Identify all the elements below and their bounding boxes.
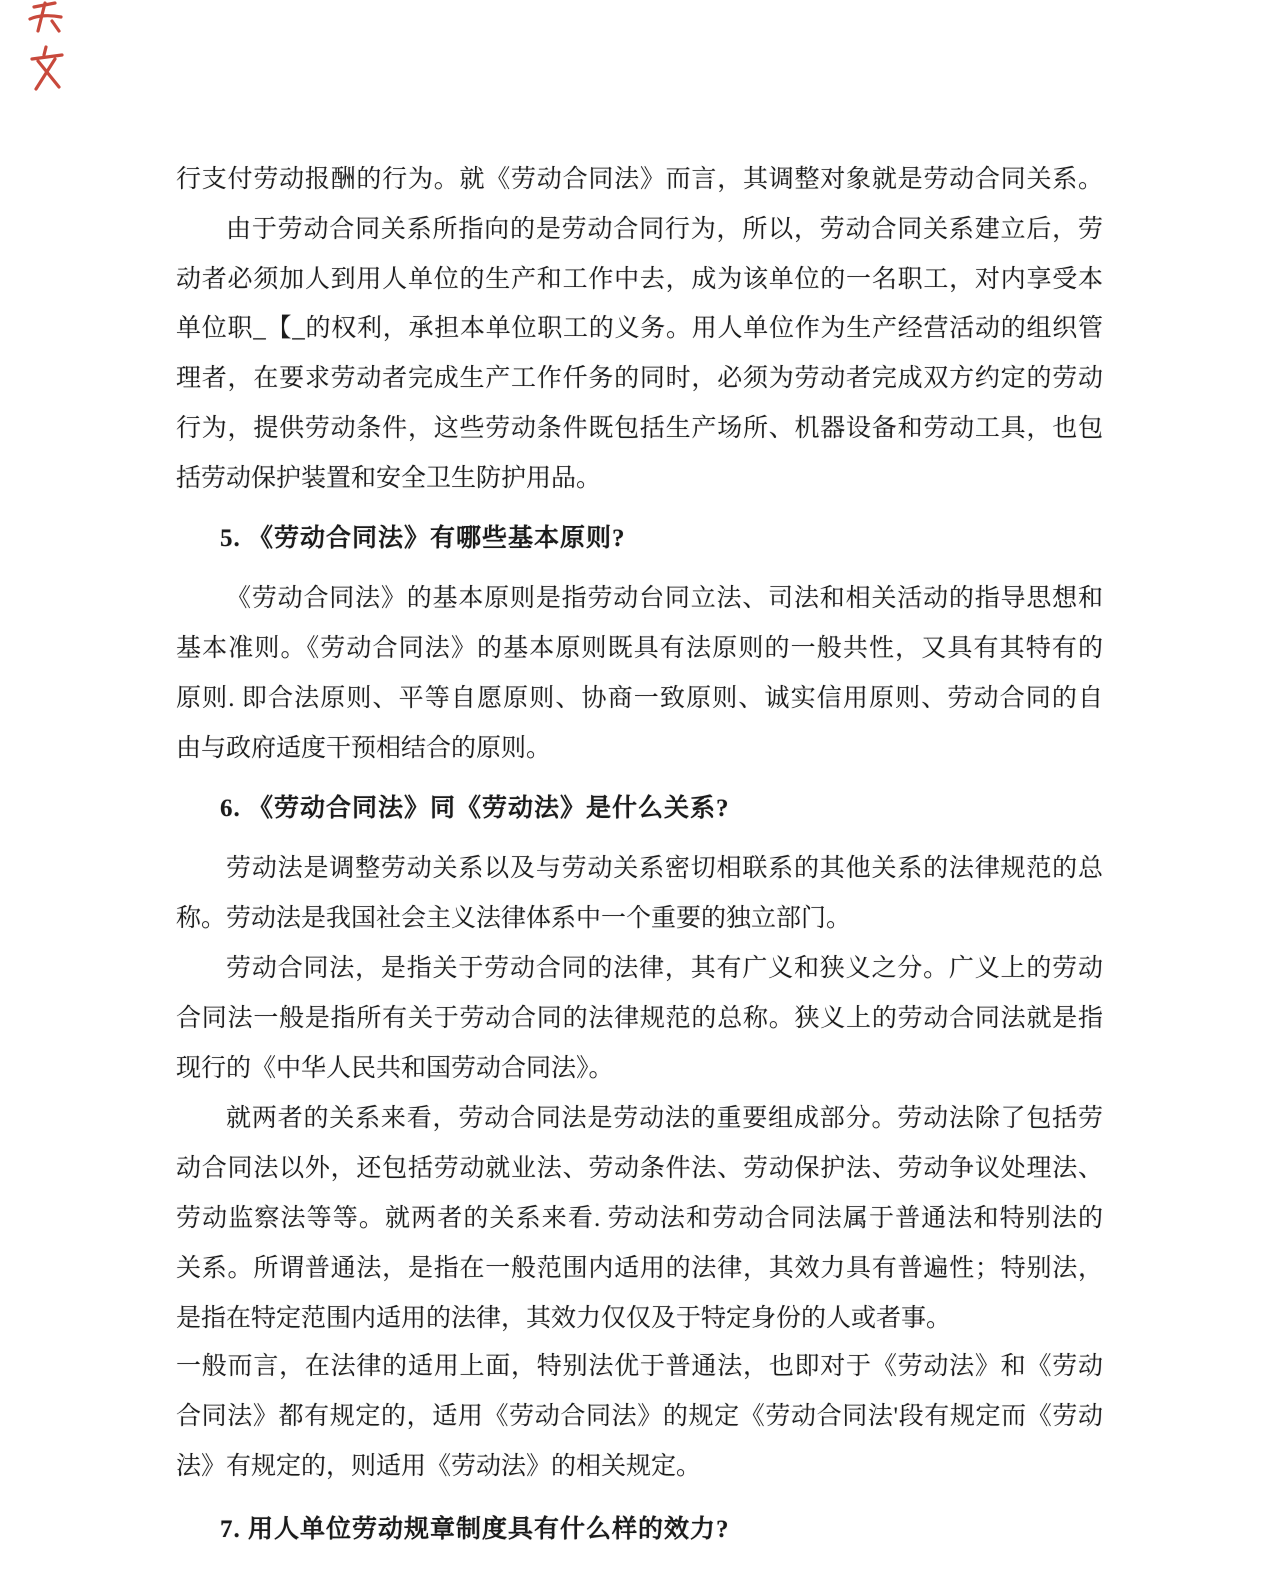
- body-line-15: 称。劳动法是我国社会主义法律体系中一个重要的独立部门。: [176, 905, 852, 932]
- body-line-18: 现行的《中华人民共和国劳动合同法》。: [176, 1055, 614, 1082]
- body-line-7: 括劳动保护装置和安全卫生防护用品。: [176, 465, 602, 492]
- body-line-25: 合同法》都有规定的，适用《劳动合同法》的规定《劳动合同法'段有规定而《劳动: [176, 1403, 1103, 1430]
- body-line-6: 行为，提供劳动条件，这些劳动条件既包括生产场所、机器设备和劳动工具，也包: [176, 415, 1103, 442]
- body-line-11: 原则. 即合法原则、平等自愿原则、协商一致原则、诚实信用原则、劳动合同的自: [176, 685, 1103, 712]
- body-line-22: 关系。所谓普通法，是指在一般范围内适用的法律，其效力具有普遍性；特别法，: [176, 1255, 1103, 1282]
- body-line-12: 由与政府适度干预相结合的原则。: [176, 735, 552, 762]
- body-line-24: 一般而言，在法律的适用上面，特别法优于普通法，也即对于《劳动法》和《劳动: [176, 1353, 1103, 1380]
- body-line-5: 理者，在要求劳动者完成生产工作仟务的同时，必须为劳动者完成双方约定的劳动: [176, 365, 1103, 392]
- body-line-16: 劳动合同法，是指关于劳动合同的法律，其有广义和狭义之分。广义上的劳动: [226, 955, 1103, 982]
- body-line-2: 由于劳动合同关系所指向的是劳动合同行为，所以，劳动合同关系建立后，劳: [226, 216, 1103, 243]
- body-line-4: 单位职_【_的权利，承担本单位职工的义务。用人单位作为生产经营活动的组织管: [176, 315, 1103, 342]
- body-line-10: 基本准则。《劳动合同法》的基本原则既具有法原则的一般共性，又具有其特有的: [176, 635, 1103, 662]
- body-line-23: 是指在特定范围内适用的法律，其效力仅仅及于特定身份的人或者事。: [176, 1305, 952, 1332]
- question-6-heading: 6. 《劳动合同法》同《劳动法》是什么关系?: [220, 795, 730, 822]
- body-line-20: 动合同法以外，还包括劳动就业法、劳动条件法、劳动保护法、劳动争议处理法、: [176, 1155, 1103, 1182]
- body-line-9: 《劳动合同法》的基本原则是指劳动台同立法、司法和相关活动的指导思想和: [226, 585, 1103, 612]
- body-line-26: 法》有规定的，则适用《劳动法》的相关规定。: [176, 1453, 702, 1480]
- question-5-heading: 5. 《劳动合同法》有哪些基本原则?: [220, 525, 626, 552]
- body-line-21: 劳动监察法等等。就两者的关系来看. 劳动法和劳动合同法属于普通法和特别法的: [176, 1205, 1103, 1232]
- body-line-17: 合同法一般是指所有关于劳动合同的法律规范的总称。狭义上的劳动合同法就是指: [176, 1005, 1103, 1032]
- body-line-19: 就两者的关系来看，劳动合同法是劳动法的重要组成部分。劳动法除了包括劳: [226, 1105, 1103, 1132]
- question-7-heading: 7. 用人单位劳动规章制度具有什么样的效力?: [220, 1516, 730, 1543]
- body-line-14: 劳动法是调整劳动关系以及与劳动关系密切相联系的其他关系的法律规范的总: [226, 855, 1103, 882]
- body-line-3: 动者必须加人到用人单位的生产和工作中去，成为该单位的一名职工，对内享受本: [176, 266, 1103, 293]
- body-line-1: 行支付劳动报酬的行为。就《劳动合同法》而言，其调整对象就是劳动合同关系。: [176, 166, 1103, 193]
- red-ink-marks-icon: [24, 0, 68, 96]
